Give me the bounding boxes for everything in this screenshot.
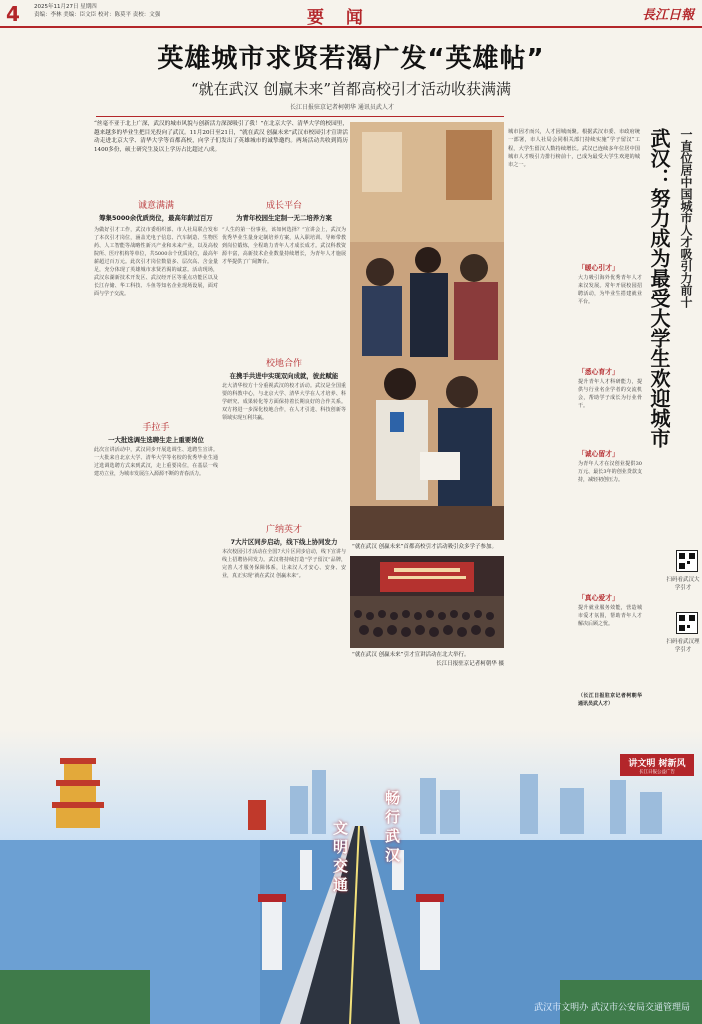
newspaper-logo: 長江日報 — [641, 8, 694, 23]
sidebar-item-text: 提升青年人才科研能力，提供与行业名企学者的交流机会，帮助学子成长为行业骨干。 — [578, 379, 642, 409]
section-kicker: 广纳英才 — [265, 525, 302, 535]
slogan-left: 文明交通 — [331, 820, 349, 896]
section-subtitle: 7大片区同步启动，线下线上协同发力 — [230, 538, 338, 546]
section-kicker: 诚意满满 — [137, 201, 174, 211]
section-subtitle: 为青年校园生定制一无二培养方案 — [236, 214, 332, 222]
section-body: 此次宣讲活动中，武汉同步开展选调生、选聘生宣讲。一大批来自北京大学、清华大学等名校的优秀毕业生通过选调选聘方式来到武汉，走上重要岗位，在基层一线建功立业，为城市发展注入源源不断的青春活力。 — [94, 447, 218, 477]
sidebar-intro: 城市因才而兴，人才因城而聚。根据武汉市委、市政府统一部署，市人社局会同相关部门持续实施“学子留汉”工程，大学生留汉人数持续增长。武汉已连续多年位居中国城市人才吸引力排行榜前十，已成为最受大学生欢迎的城市之一。 — [508, 129, 640, 169]
sidebar-credit: （长江日报驻京记者柯朝华 通讯员武人才） — [578, 693, 642, 707]
byline: 长江日报驻京记者柯朝华 通讯员武人才 — [290, 104, 394, 111]
section-head-2 — [94, 420, 218, 444]
venue-photo — [350, 556, 504, 648]
sidebar-item-text: 为青年人才在汉创业提供30万元、最长3年的创业贷款支持，减轻初创压力。 — [578, 461, 642, 483]
masthead — [0, 0, 702, 28]
section-subtitle: 一大批选调生选聘生走上重要岗位 — [108, 436, 204, 444]
headline: 英雄城市求贤若渴广发“英雄帖” — [157, 44, 545, 74]
section-head-3 — [222, 198, 346, 222]
sidebar-item-text: 提升就业服务效能，营造城市爱才氛围，帮助青年人才解决后顾之忧。 — [578, 605, 642, 627]
subheadline: “就在武汉 创赢未来”首都高校引才活动收获满满 — [190, 80, 512, 98]
section-subtitle: 在携手共进中实现双向成就，彼此赋能 — [229, 372, 339, 380]
headline-rule — [96, 116, 504, 117]
editors-line: 责编：李林 美编：臣文臣 校对：陈莫平 责校：文强 — [34, 12, 161, 18]
sidebar-item-text: 大力吸引海外优秀青年人才来汉发展。常年开展校园招聘活动，为毕业生搭建就业平台。 — [578, 275, 642, 305]
page-number: 4 — [6, 2, 20, 26]
event-photo-illustration — [350, 122, 504, 540]
qr-code-2[interactable] — [676, 612, 698, 634]
photo-caption: “就在武汉 创赢未来”首都高校引才活动吸引众多学子参加。 — [352, 544, 497, 550]
section-head-1 — [94, 198, 218, 222]
slogan-right: 畅行武汉 — [383, 790, 401, 866]
section-head-5 — [222, 522, 346, 546]
sidebar-vertical-headline — [646, 128, 696, 588]
venue-caption: “就在武汉 创赢未来”引才宣讲活动在北大举行。 — [352, 652, 470, 658]
sidebar-item-title: 「暖心引才」 — [578, 264, 619, 272]
event-photo — [350, 122, 504, 540]
date-line: 2025年11月27日 星期四 — [34, 4, 97, 10]
section-body: 北大清华校方十分重视武汉的校才活动。武汉是全国重要的科教中心，与北京大学、清华大学在人才培养、科学研究、成果转化等方面保持着长期良好的合作关系。双方将进一步深化校地合作，在人才引进、科技创新等领域实现互利共赢。 — [222, 383, 346, 421]
public-service-ad — [0, 730, 702, 1024]
section-subtitle: 筹集5000余优质岗位，最高年薪过百万 — [99, 214, 213, 222]
ad-badge-title: 讲文明 树新风 — [628, 759, 686, 769]
ad-badge — [620, 754, 694, 776]
section-title: 要 闻 — [307, 8, 371, 28]
qr-label-2: 扫码看武汉理学引才 — [666, 639, 700, 653]
masthead-meta — [34, 3, 160, 19]
ad-badge-sub: 长江日报公益广告 — [639, 770, 675, 775]
vertical-headline-small: 一直位居中国城市人才吸引力前十 — [679, 128, 693, 308]
section-head-4 — [222, 356, 346, 380]
photo-credit: 长江日报驻京记者柯朝华 摄 — [436, 661, 504, 667]
section-kicker: 成长平台 — [265, 201, 302, 211]
qr-code-1[interactable] — [676, 550, 698, 572]
venue-photo-illustration — [350, 556, 504, 648]
sidebar-item-title: 「诚心留才」 — [578, 450, 619, 458]
section-body: “人生的第一份事业，该如何选择？”宣讲会上，武汉为优秀毕业生量身定制培养方案，从入职培训、导师带教到岗位锻炼，全程助力青年人才成长成才。武汉科教资源丰富，高新技术企业数量持续增长，为青年人才施展才华提供了广阔舞台。 — [222, 227, 346, 265]
ad-credit: 武汉市文明办 武汉市公安局交通管理局 — [534, 1003, 690, 1013]
bridge-illustration — [0, 730, 702, 1024]
section-body: 本次校园引才活动在全国7大片区同步启动，线下宣讲与线上招聘协同发力。武汉将持续打造“学子留汉”品牌，完善人才服务保障体系，让来汉人才安心、安身、安业，真正实现“就在武汉 创赢未来”。 — [222, 549, 346, 579]
vertical-headline-large: 武汉：努力成为最受大学生欢迎城市 — [647, 128, 671, 448]
section-kicker: 手拉手 — [142, 423, 170, 433]
sidebar-item-title: 「悉心育才」 — [578, 368, 619, 376]
sidebar-item-title: 「真心爱才」 — [578, 594, 619, 602]
lead-paragraph: “丝毫不亚于北上广深，武汉的城市风貌与创新活力深深吸引了我！”在北京大学、清华大学的校园里，越来越多的毕业生把目光投向了武汉。11月20日至21日，“就在武汉 创赢未来”武汉市校园引才宣讲活动走进北京大学、清华大学等首都高校，向学子们发出了英雄城市的诚挚邀约。两场活动共收到简历1400多份，硕士研究生及以上学历占比超过八成。 — [94, 121, 348, 153]
qr-label-1: 扫码看武汉大学引才 — [666, 577, 700, 591]
section-kicker: 校地合作 — [265, 359, 302, 369]
section-body: 为做好引才工作，武汉市委组织部、市人社局联合发布了本次引才岗位，涵盖光电子信息、汽车制造、生物医药、人工智能等战略性新兴产业和未来产业，以及高校院所、医疗机构等单位，共5000余个优质岗位，最高年薪超过百万元。此次引才岗位数量多、层次高、含金量足，充分体现了英雄城市求贤若渴的诚意。活动现场，武汉东湖新技术开发区、武汉经开区等重点功能区以及长江存储、华工科技、斗鱼等知名企业现场设展，面对面与学子交流。 — [94, 227, 218, 297]
